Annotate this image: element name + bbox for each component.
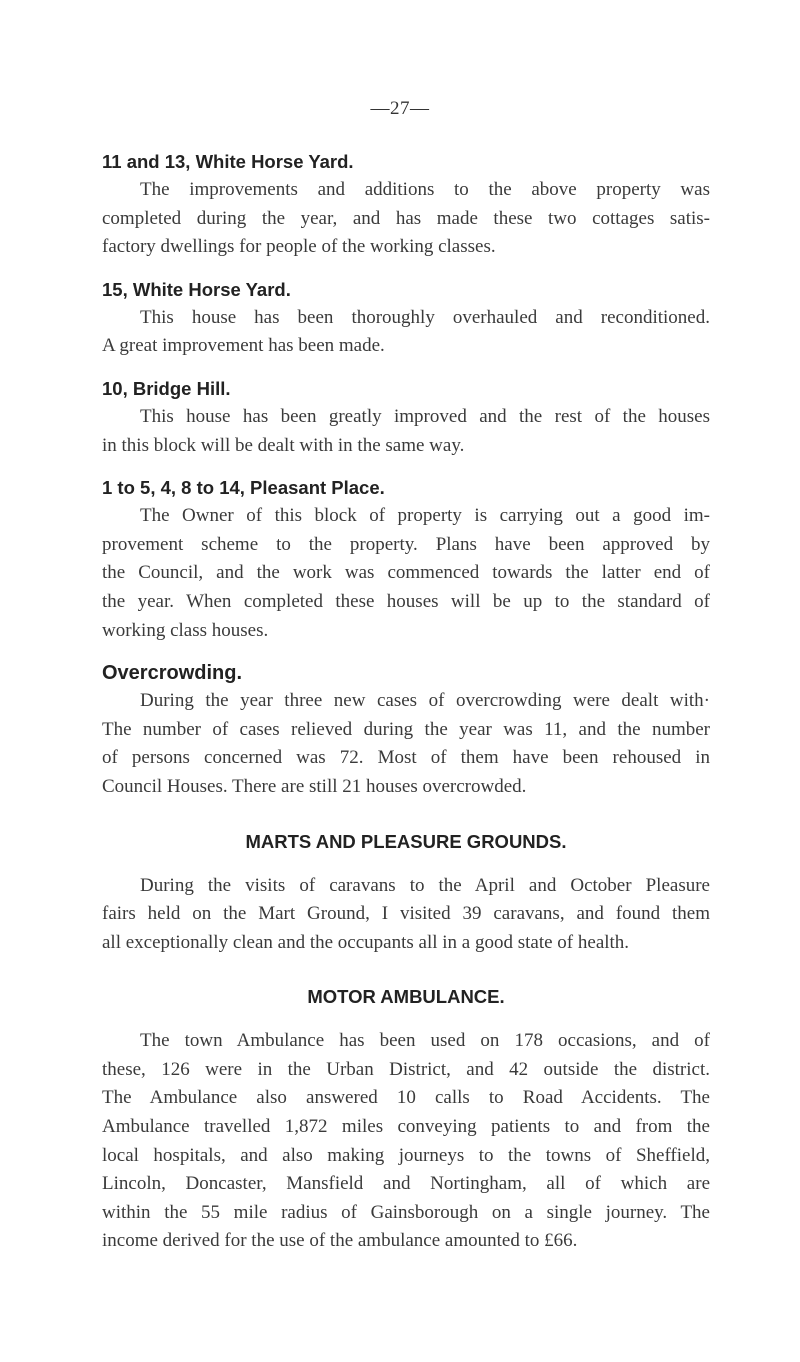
section-paragraph (102, 176, 710, 262)
text-line: of persons concerned was 72. Most of them have been rehoused in (102, 747, 710, 769)
text-line: local hospitals, and also making journeys to the towns of Sheffield, (102, 1144, 710, 1166)
text-line: provement scheme to the property. Plans have been approved by (102, 533, 710, 555)
section-heading: Overcrowding. (102, 662, 243, 685)
text-line: Council Houses. There are still 21 houses overcrowded. (102, 775, 527, 797)
section-pleasant-place (102, 474, 710, 645)
text-line: completed during the year, and has made these two cottages satis- (102, 207, 710, 229)
text-line: The town Ambulance has been used on 178 occasions, and of (140, 1030, 710, 1052)
text-line: During the year three new cases of overcrowding were dealt with· (140, 690, 710, 712)
text-line: fairs held on the Mart Ground, I visited 39 caravans, and found them (102, 903, 710, 925)
section-paragraph (102, 304, 710, 361)
section-heading: 15, White Horse Yard. (102, 278, 291, 300)
section-heading: 1 to 5, 4, 8 to 14, Pleasant Place. (102, 477, 385, 499)
text-line: The Owner of this block of property is carrying out a good im- (140, 505, 710, 527)
text-line: Ambulance travelled 1,872 miles conveying patients to and from the (102, 1116, 710, 1138)
text-line: the Council, and the work was commenced towards the latter end of (102, 562, 710, 584)
section-white-horse-15 (102, 276, 710, 361)
page-number: —27— (370, 98, 430, 119)
section-marts (102, 828, 710, 958)
text-line: This house has been greatly improved and the rest of the houses (140, 405, 710, 427)
page-content (102, 148, 710, 1256)
text-line: This house has been thoroughly overhauled and reconditioned. (140, 306, 710, 328)
text-line: within the 55 mile radius of Gainsborough on a single journey. The (102, 1201, 710, 1223)
text-line: The number of cases relieved during the year was 11, and the number (102, 718, 710, 740)
section-paragraph (102, 687, 710, 801)
text-line: the year. When completed these houses will be up to the standard of (102, 590, 710, 612)
section-paragraph (102, 1027, 710, 1256)
text-line: these, 126 were in the Urban District, and 42 outside the district. (102, 1058, 710, 1080)
section-paragraph (102, 872, 710, 958)
section-ambulance (102, 983, 710, 1256)
text-line: working class houses. (102, 619, 269, 641)
section-bridge-hill (102, 375, 710, 460)
text-line: Lincoln, Doncaster, Mansfield and Nortingham, all of which are (102, 1173, 710, 1195)
text-line: factory dwellings for people of the working classes. (102, 236, 496, 258)
text-line: The improvements and additions to the above property was (140, 179, 710, 200)
section-overcrowding (102, 659, 710, 801)
text-line: income derived for the use of the ambulance amounted to £66. (102, 1230, 578, 1252)
section-white-horse-11-13 (102, 148, 710, 262)
text-line: During the visits of caravans to the April and October Pleasure (140, 874, 710, 896)
section-heading: 10, Bridge Hill. (102, 377, 231, 399)
text-line: in this block will be dealt with in the same way. (102, 434, 465, 456)
section-paragraph (102, 403, 710, 460)
section-heading: MOTOR AMBULANCE. (307, 986, 505, 1008)
text-line: all exceptionally clean and the occupants all in a good state of health. (102, 931, 630, 953)
section-heading: 11 and 13, White Horse Yard. (102, 151, 354, 172)
text-line: A great improvement has been made. (102, 335, 385, 357)
text-line: The Ambulance also answered 10 calls to Road Accidents. The (102, 1087, 710, 1109)
section-heading: MARTS AND PLEASURE GROUNDS. (245, 830, 567, 852)
section-paragraph (102, 502, 710, 645)
